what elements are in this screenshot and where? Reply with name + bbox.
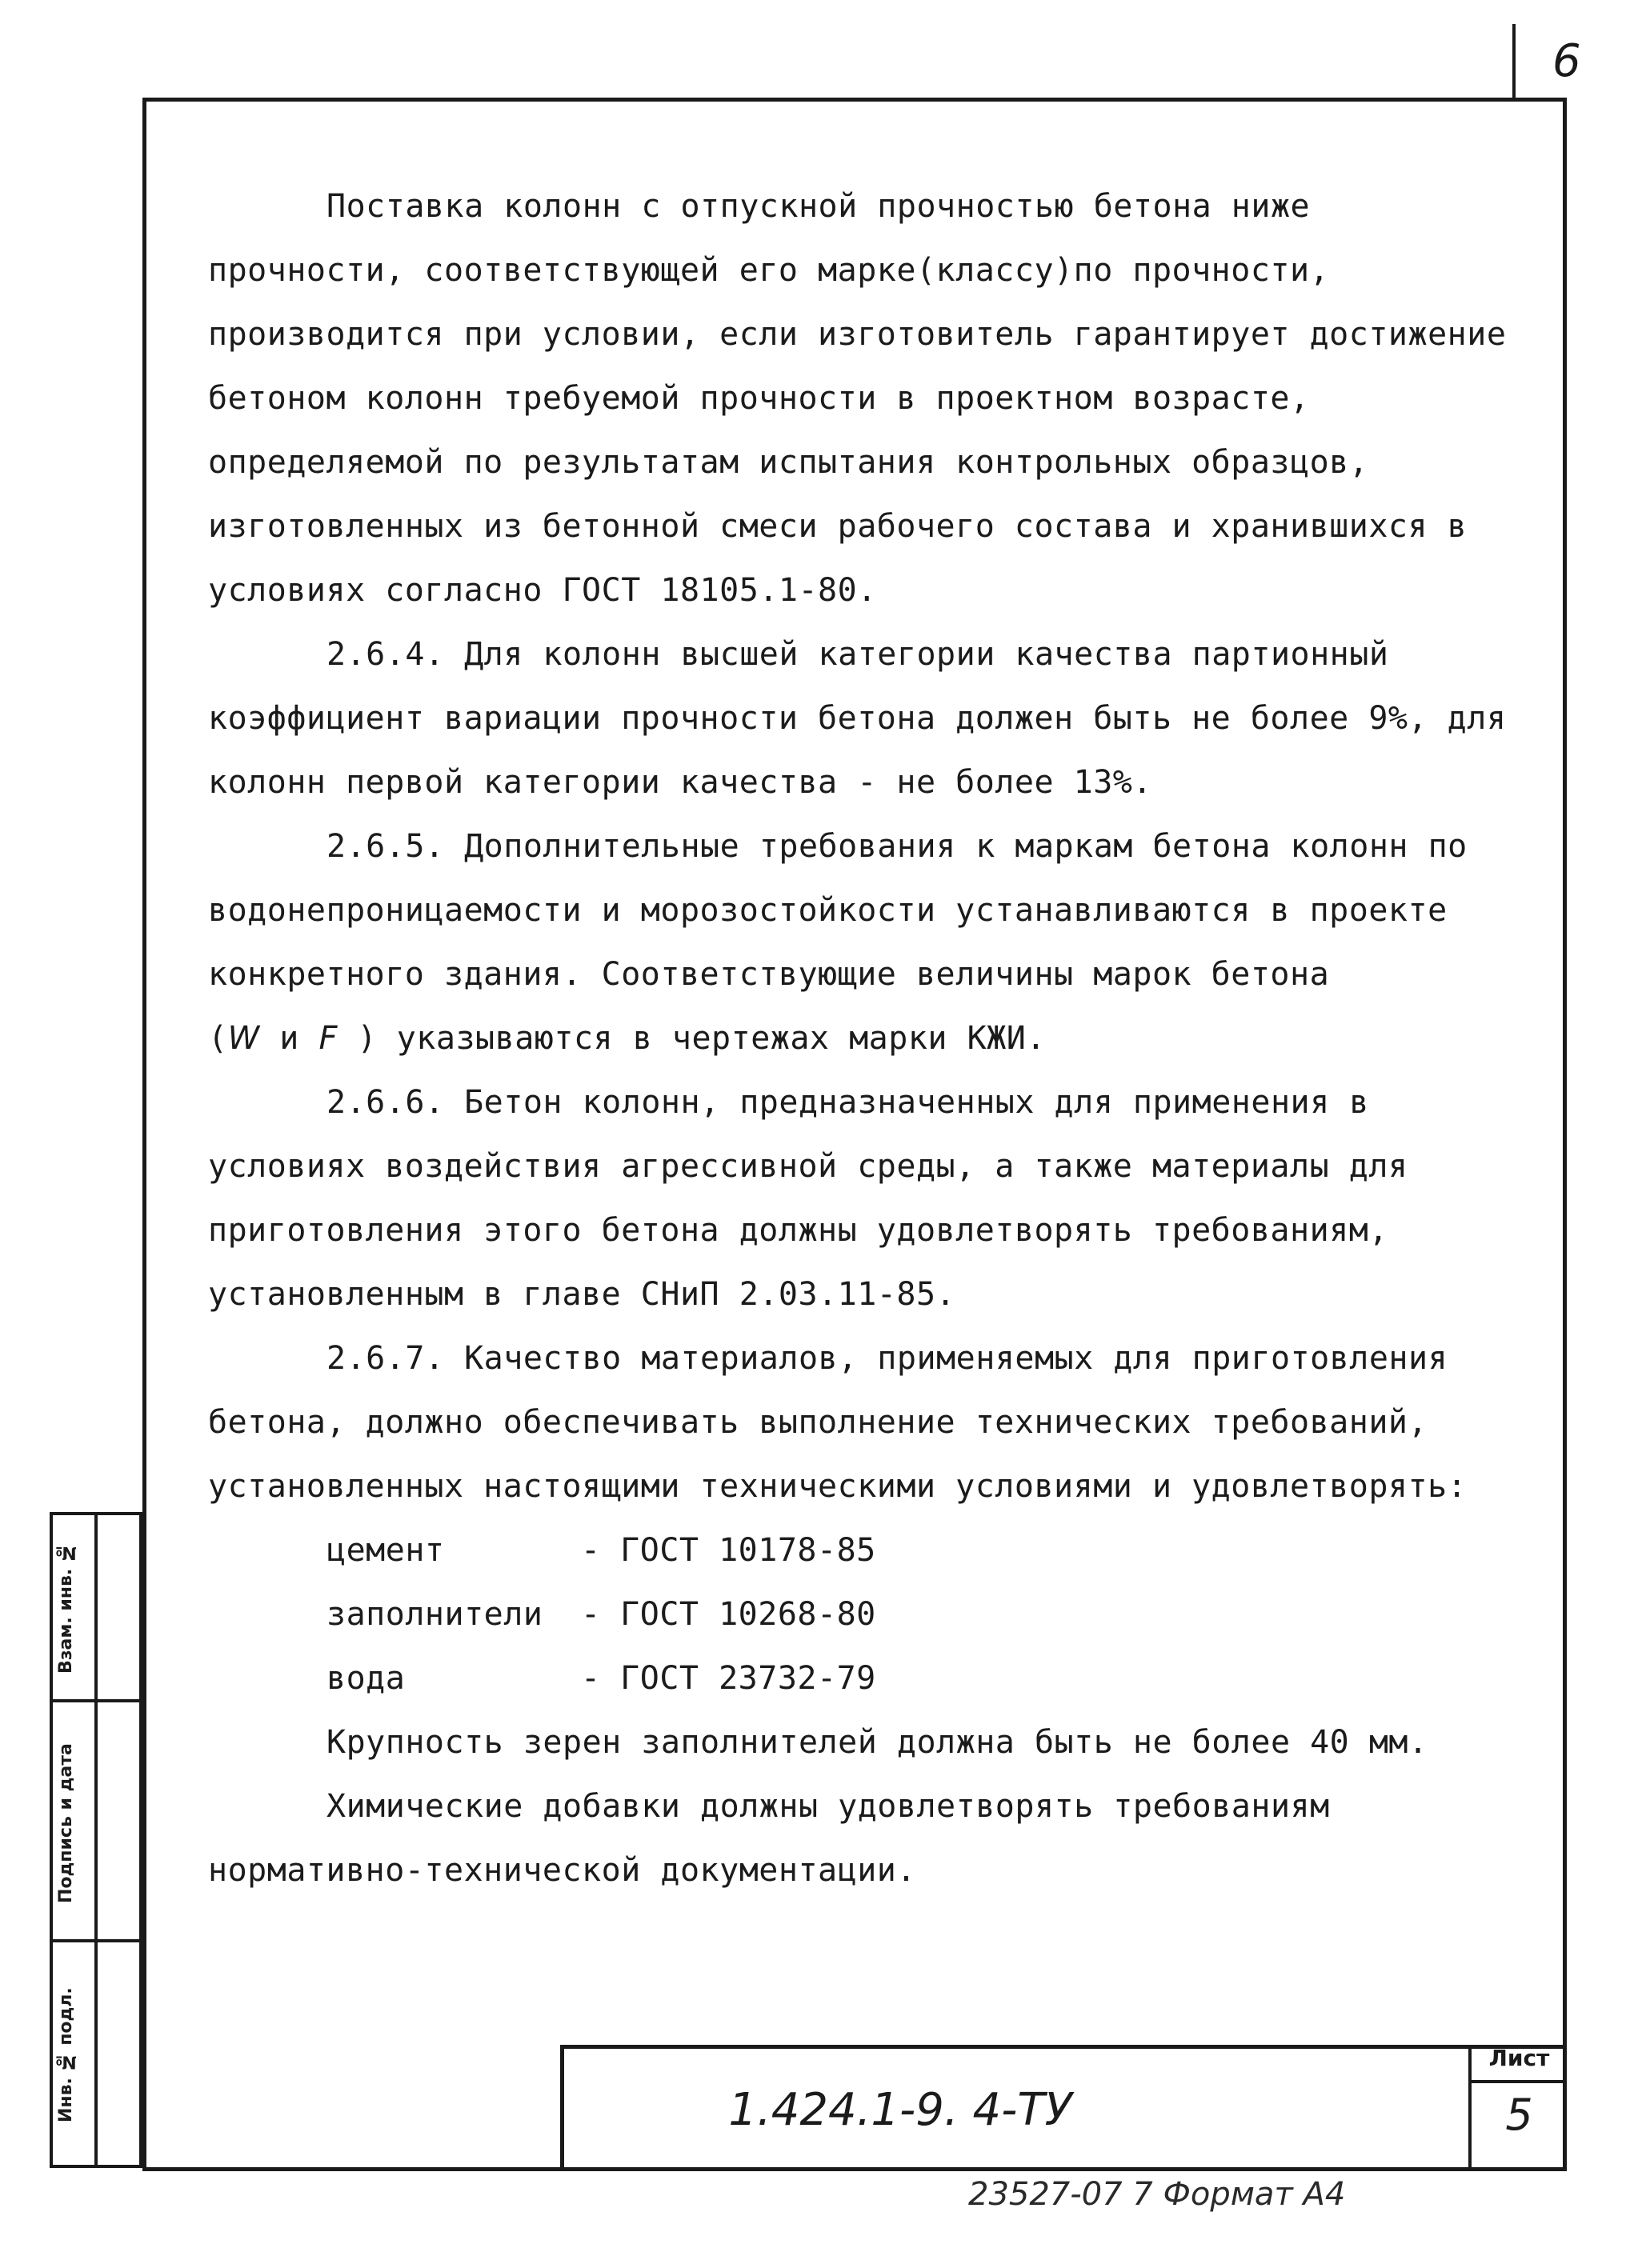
footer-format-line: 23527-07 7 Формат А4 bbox=[968, 2176, 1346, 2213]
stamp-label-signature-date: Подпись и дата bbox=[56, 1743, 76, 1903]
top-border-stub bbox=[1512, 24, 1516, 99]
wf-rest: ) указываются в чертежах марки КЖИ. bbox=[357, 1020, 1046, 1057]
f-symbol: F bbox=[318, 1020, 338, 1057]
material-item bbox=[208, 1518, 1520, 1582]
material-item bbox=[208, 1582, 1520, 1646]
paragraph-delivery: Поставка колонн с отпускной прочностью бетона ниже прочности, соответствующей его марке(классу)по прочности, производится при условии, если изготовитель гарантирует достижение бетоном колонн требуемой прочности в проектном возрасте, определяемой по результатам испытания контрольных образцов, изготовленных из бетонной смеси рабочего состава и хранившихся в условиях согласно ГОСТ 18105.1-80. bbox=[208, 188, 1507, 609]
material-name: вода bbox=[326, 1660, 406, 1697]
paragraph-2-6-7: 2.6.7. Качество материалов, применяемых для приготовления бетона, должно обеспечивать выполнение технических требований, установленных настоящими техническими условиями и удовлетворять: bbox=[208, 1340, 1468, 1505]
material-name: цемент bbox=[326, 1532, 445, 1569]
w-symbol: W bbox=[227, 1020, 260, 1057]
wf-open: ( bbox=[208, 1020, 228, 1057]
material-standard: - ГОСТ 23732-79 bbox=[581, 1660, 876, 1697]
wf-and: и bbox=[279, 1020, 299, 1057]
paragraph-chemical-additives: Химические добавки должны удовлетворять требованиям нормативно-технической документации. bbox=[208, 1788, 1330, 1889]
side-stamp bbox=[50, 1512, 142, 2168]
document-code: 1.424.1-9. 4-ТУ bbox=[728, 2084, 1072, 2136]
paragraph-2-6-4: 2.6.4. Для колонн высшей категории качества партионный коэффициент вариации прочности бетона должен быть не более 9%, для колонн первой категории качества - не более 13%. bbox=[208, 636, 1507, 801]
stamp-cell-original bbox=[53, 1939, 139, 2165]
stamp-label-original-inv: Инв. № подл. bbox=[56, 1987, 76, 2123]
paragraph-2-6-6: 2.6.6. Бетон колонн, предназначенных для применения в условиях воздействия агрессивной среды, а также материалы для приготовления этого бетона должны удовлетворять требованиям, установленным в главе СНиП 2.03.11-85. bbox=[208, 1084, 1408, 1313]
material-standard: - ГОСТ 10178-85 bbox=[581, 1532, 876, 1569]
sheet-cell bbox=[1468, 2045, 1567, 2171]
stamp-label-replace-inv: Взам. инв. № bbox=[56, 1542, 76, 1674]
material-standard: - ГОСТ 10268-80 bbox=[581, 1596, 876, 1633]
stamp-cell-replace bbox=[53, 1515, 139, 1699]
page-corner-number: 6 bbox=[1552, 35, 1581, 87]
material-item bbox=[208, 1646, 1520, 1710]
stamp-cell-signature bbox=[53, 1699, 139, 1939]
document-body bbox=[208, 174, 1520, 1902]
paragraph-2-6-5 bbox=[208, 814, 1520, 1070]
sheet-label: Лист bbox=[1472, 2045, 1567, 2083]
material-name: заполнители bbox=[326, 1596, 543, 1633]
paragraph-2-6-5-text: 2.6.5. Дополнительные требования к маркам бетона колонн по водонепроницаемости и морозостойкости устанавливаются в проекте конкретного здания. Соответствующие величины марок бетона bbox=[208, 828, 1468, 993]
paragraph-aggregate-size: Крупность зерен заполнителей должна быть не более 40 мм. bbox=[326, 1724, 1428, 1761]
sheet-number: 5 bbox=[1505, 2090, 1533, 2140]
